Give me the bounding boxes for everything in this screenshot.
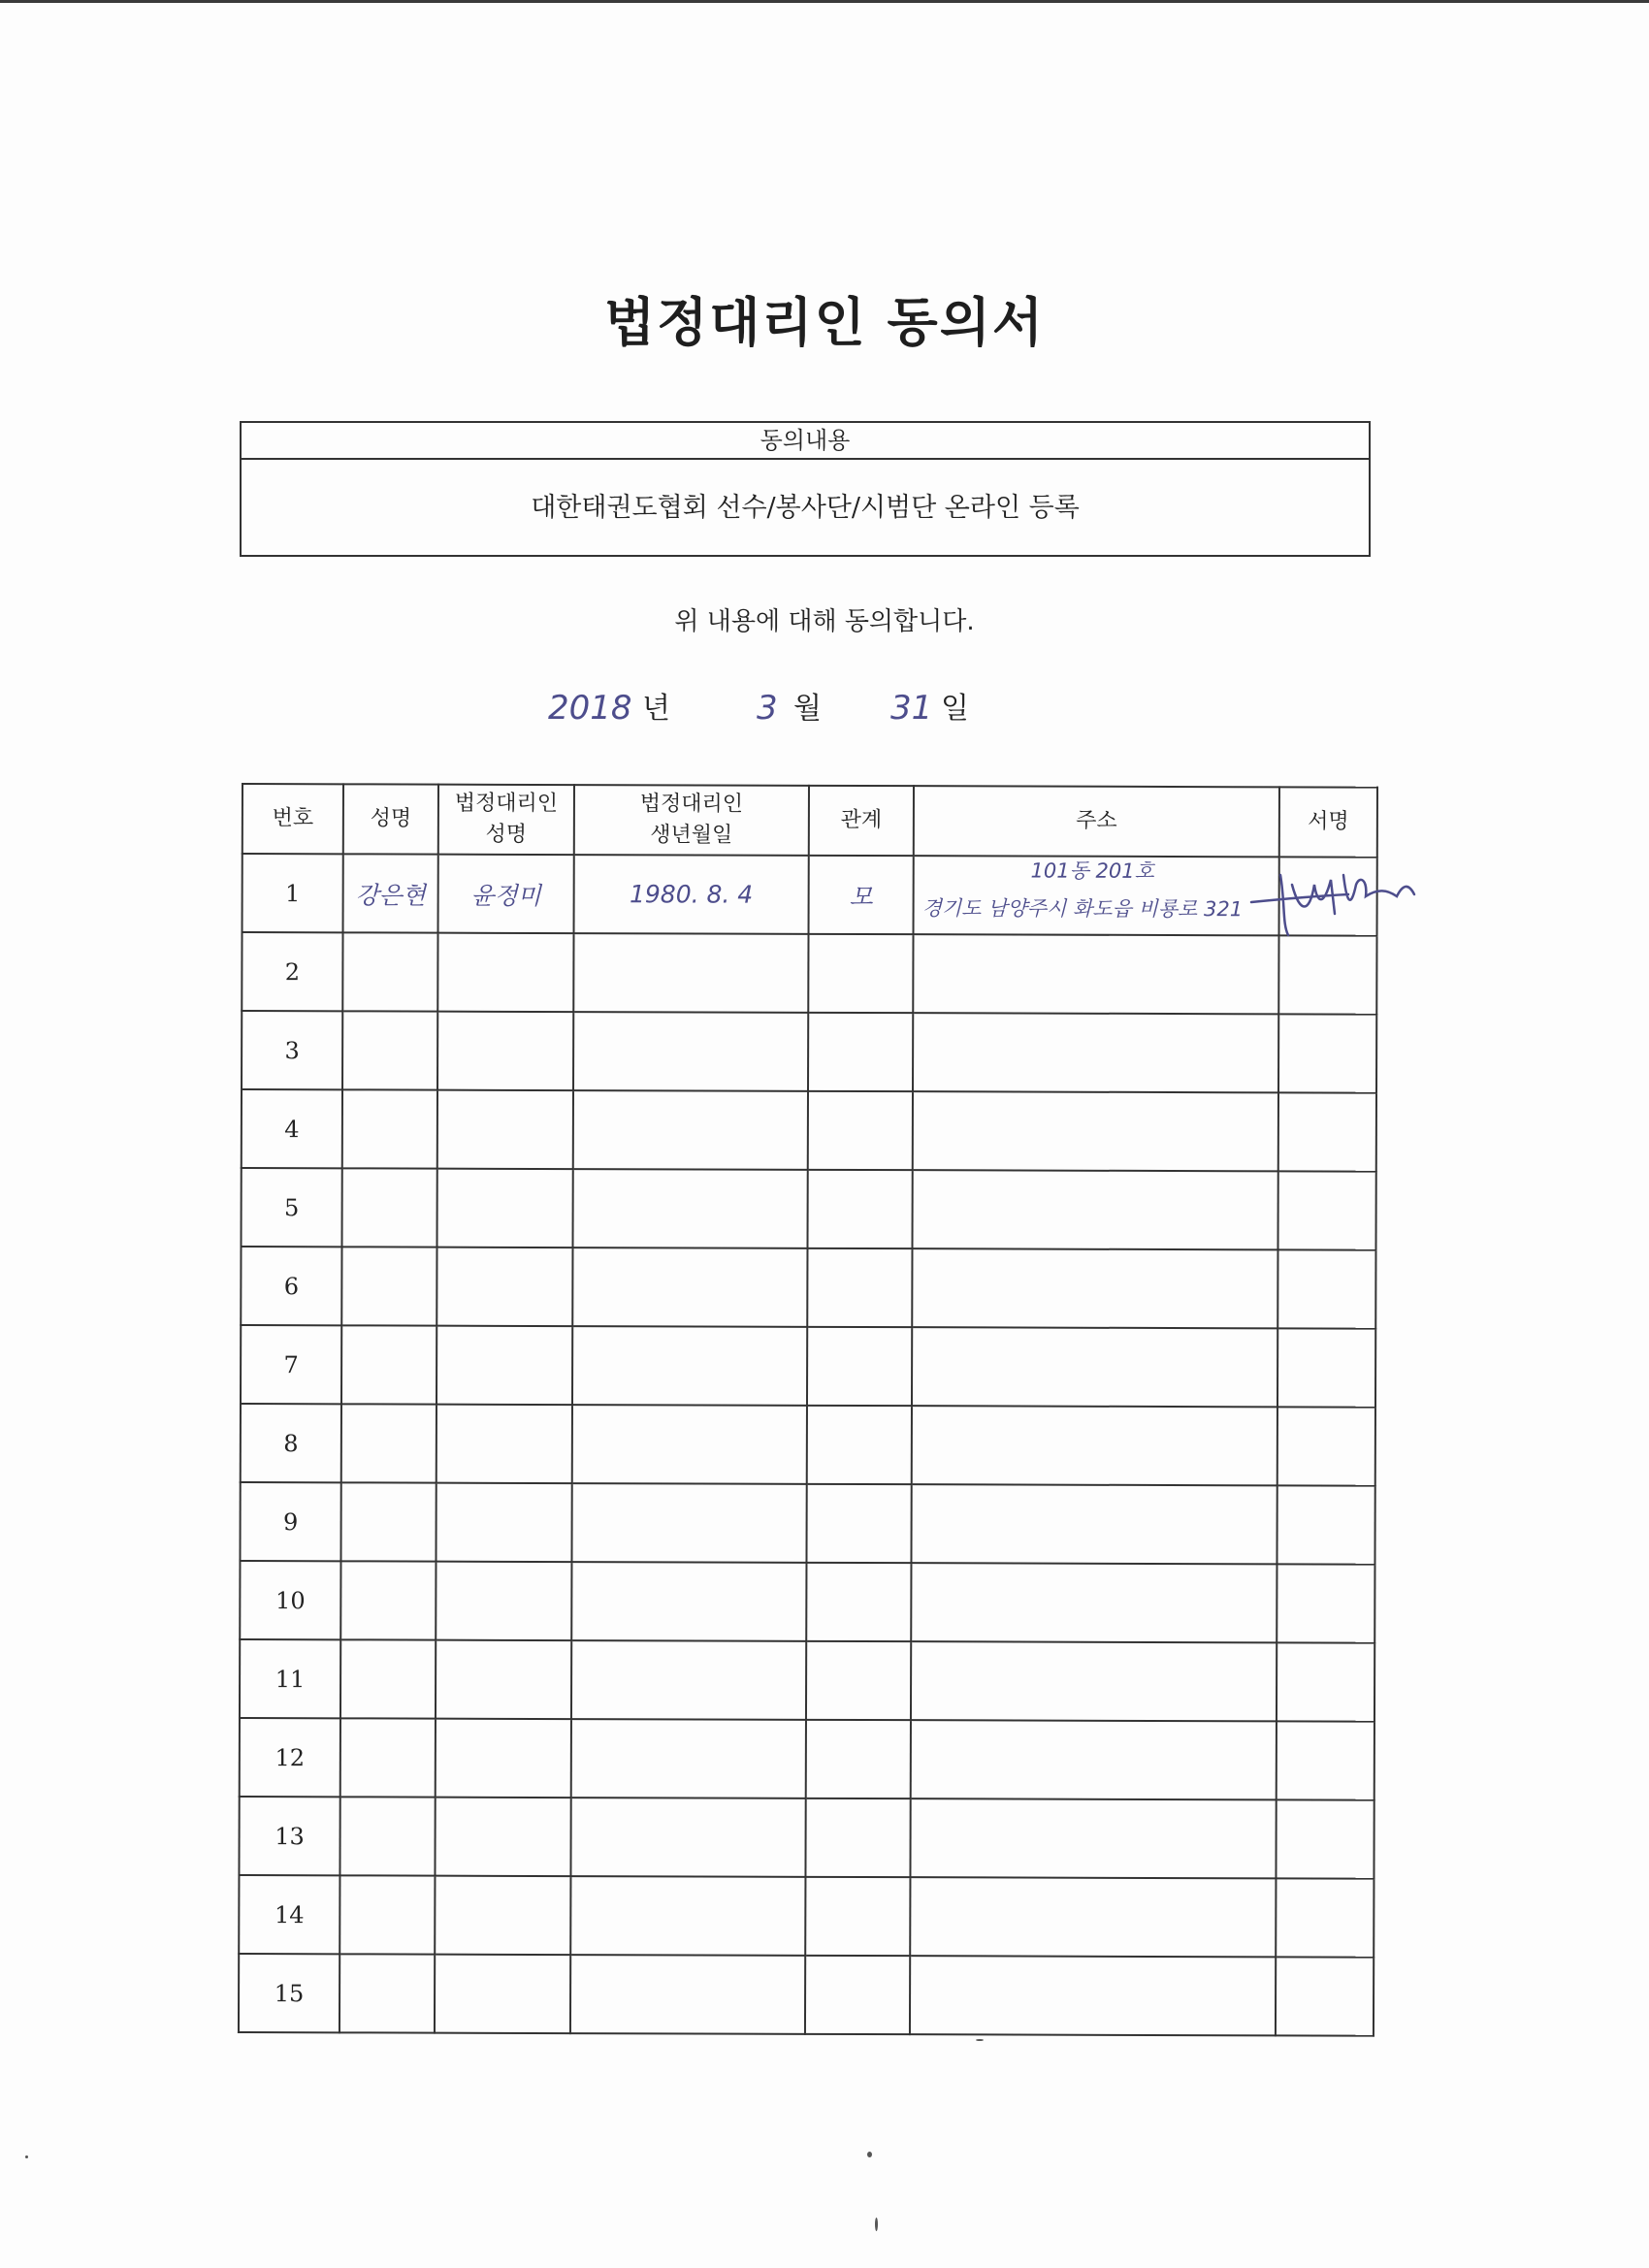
student-name: 강은현 (355, 880, 426, 910)
table-row (240, 1639, 1374, 1722)
table-row (241, 1325, 1375, 1408)
row-number: 4 (242, 1089, 342, 1168)
guardian-birth: 1980. 8. 4 (629, 880, 754, 909)
table-row (239, 1797, 1374, 1879)
student-name-cell (343, 854, 438, 932)
date-month-label: 월 (793, 692, 822, 726)
table-row (240, 1718, 1374, 1800)
table-row (241, 1168, 1375, 1250)
row-number: 10 (240, 1561, 340, 1639)
table-row (239, 1875, 1374, 1958)
row-number: 1 (242, 854, 343, 932)
row-number: 11 (240, 1639, 340, 1718)
header-guardian-birth (574, 785, 809, 856)
address-main: 경기도 남양주시 화도읍 비룡로 321 (922, 896, 1244, 922)
date-day-handwritten: 31 (890, 689, 933, 728)
date-year-handwritten: 2018 (548, 689, 632, 728)
handwritten-signature (1242, 846, 1436, 943)
row-number: 2 (242, 932, 342, 1011)
header-guardian-name-line2: 성명 (485, 822, 528, 847)
address-unit: 101동 201호 (1030, 859, 1154, 883)
header-name: 성명 (343, 784, 438, 854)
header-guardian-name (438, 785, 574, 855)
row-number: 14 (239, 1875, 340, 1954)
scan-top-edge (0, 0, 1649, 3)
header-address: 주소 (914, 786, 1279, 857)
row-number: 8 (241, 1404, 341, 1482)
consent-header: 동의내용 (242, 423, 1369, 460)
scan-speck (867, 2152, 872, 2157)
consent-content: 대한태권도협회 선수/봉사단/시범단 온라인 등록 (531, 493, 1080, 523)
header-guardian-birth-line1: 법정대리인 (639, 792, 744, 817)
header-signature: 서명 (1279, 787, 1377, 857)
document-title: 법정대리인 동의서 (603, 292, 1046, 353)
table-row (242, 932, 1376, 1015)
date-month-handwritten: 3 (757, 689, 778, 728)
header-relation: 관계 (809, 786, 914, 856)
scan-speck (25, 2155, 28, 2158)
row-number: 12 (240, 1718, 340, 1797)
table-row (241, 1404, 1375, 1486)
row-number: 15 (239, 1954, 340, 2032)
table-row (242, 1011, 1376, 1093)
address-cell (914, 856, 1279, 935)
consent-box (240, 421, 1371, 557)
row-number: 5 (241, 1168, 341, 1247)
table-row (239, 1954, 1374, 2036)
header-number: 번호 (242, 784, 343, 854)
table-row (241, 1247, 1375, 1329)
guardian-roster-table (238, 783, 1378, 2037)
table-row (242, 854, 1377, 936)
scan-speck (875, 2218, 878, 2231)
table-row (240, 1561, 1374, 1643)
header-guardian-birth-line2: 생년월일 (650, 823, 733, 848)
header-guardian-name-line1: 법정대리인 (454, 791, 559, 817)
row-number: 7 (241, 1325, 341, 1404)
guardian-birth-cell (574, 855, 809, 934)
table-row (240, 1482, 1374, 1565)
row-number: 3 (242, 1011, 342, 1089)
relation: 모 (849, 882, 873, 911)
date-year-label: 년 (642, 692, 670, 726)
row-number: 9 (240, 1482, 340, 1561)
row-number: 6 (241, 1247, 341, 1325)
guardian-name-cell (438, 855, 574, 933)
agreement-statement: 위 내용에 대해 동의합니다. (674, 607, 975, 636)
row-number: 13 (239, 1797, 340, 1875)
scan-speck (976, 2039, 984, 2041)
table-row (242, 1089, 1376, 1172)
date-day-label: 일 (941, 692, 969, 726)
relation-cell (809, 856, 914, 934)
guardian-name: 윤정미 (470, 881, 541, 910)
table-header-row (242, 784, 1377, 858)
